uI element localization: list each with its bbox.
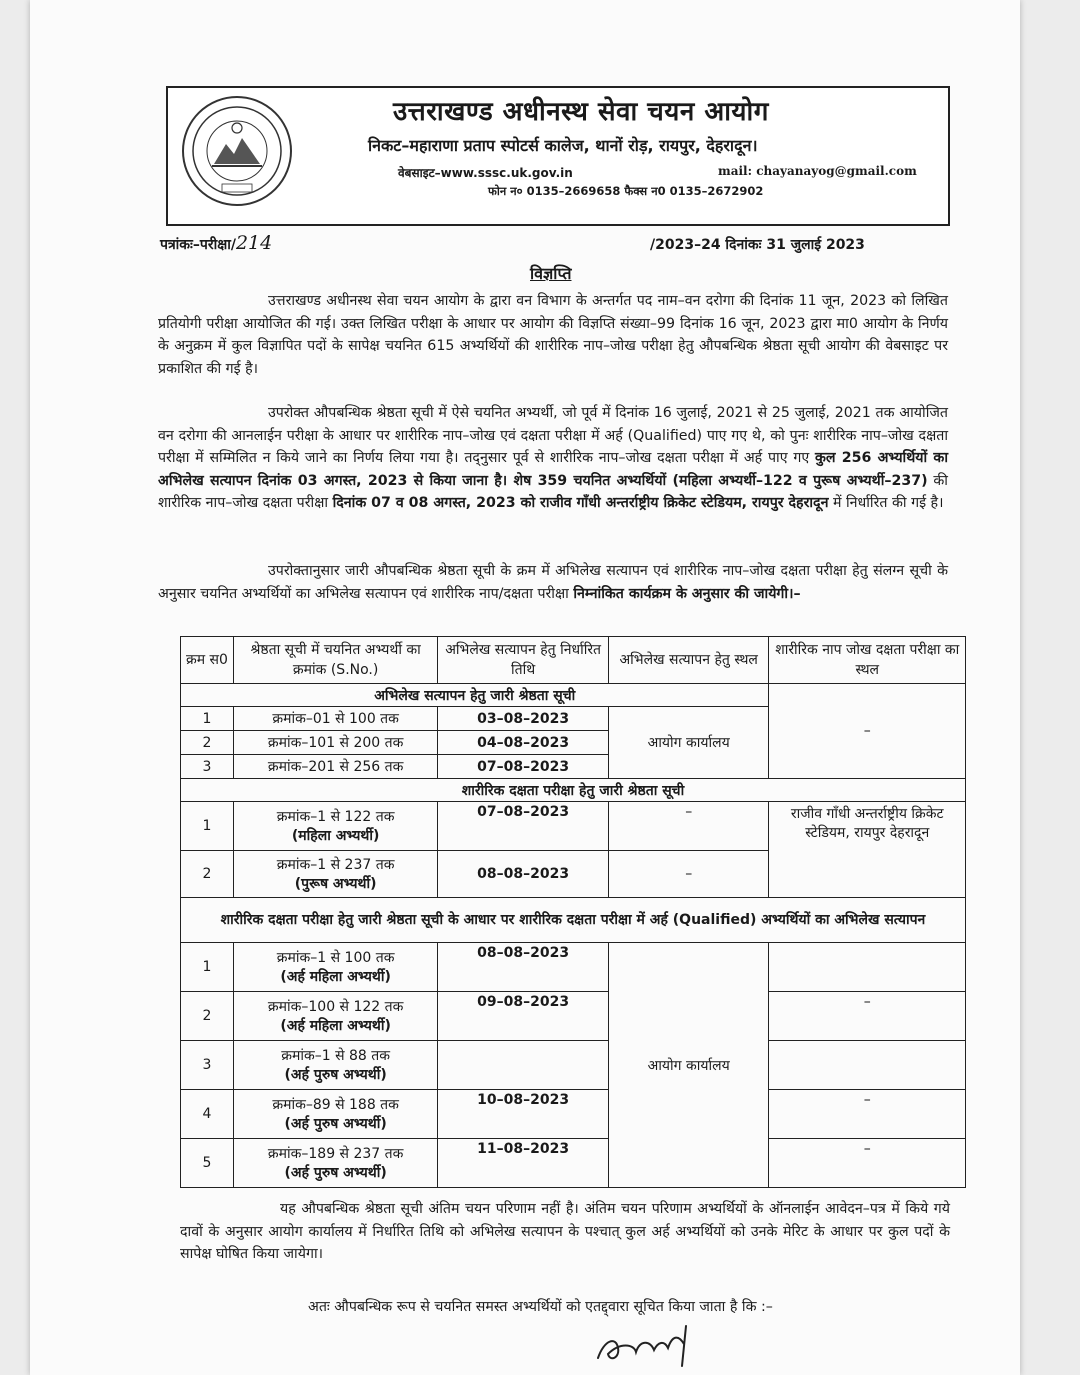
row-range: क्रमांक–1 से 100 तक	[276, 950, 395, 966]
reference-number: 214	[235, 232, 273, 254]
row-range: क्रमांक–89 से 188 तक	[272, 1097, 399, 1113]
header-merit-number: श्रेष्ठता सूची में चयनित अभ्यर्थी का क्रमांक (S.No.)	[233, 637, 437, 684]
section-2-title-row	[181, 779, 966, 802]
row-range-cell	[233, 851, 437, 898]
row-date: 08–08–2023	[438, 943, 609, 992]
paragraph-2-bold-1: कुल 256 अभ्यर्थियों का अभिलेख सत्यापन दिनांक 03 अगस्त, 2023 से किया जाना है। शेष 359 चयनित अभ्यर्थियों (महिला अभ्यर्थी–122 व पुरूष अभ्यर्थी–237)	[158, 450, 948, 489]
letter-reference	[160, 232, 272, 254]
row-range-cell	[233, 992, 437, 1041]
notice-title: विज्ञप्ति	[530, 264, 572, 283]
section-2-title: शारीरिक दक्षता परीक्षा हेतु जारी श्रेष्ठता सूची	[181, 779, 966, 802]
email-text: mail: chayanayog@gmail.com	[718, 164, 917, 178]
header-verification-date: अभिलेख सत्यापन हेतु निर्धारित तिथि	[438, 637, 609, 684]
table-row	[181, 1139, 966, 1188]
row-category: (अर्ह पुरुष अभ्यर्थी)	[284, 1165, 387, 1181]
row-date: 07–08–2023	[438, 755, 609, 779]
row-date: 07–08–2023	[438, 802, 609, 851]
row-date: 10–08–2023	[438, 1090, 609, 1139]
paragraph-2-text-2: की शारीरिक नाप–जोख दक्षता परीक्षा	[158, 472, 948, 511]
table-row	[181, 802, 966, 851]
row-serial: 3	[181, 1041, 234, 1090]
organization-address: निकट–महाराणा प्रताप स्पोटर्स कालेज, थानों रोड़, रायपुर, देहरादून।	[368, 136, 758, 155]
row-date: 03–08–2023	[438, 707, 609, 731]
row-test-venue: –	[769, 1090, 966, 1139]
row-date: 09–08–2023	[438, 992, 609, 1041]
row-date	[438, 1041, 609, 1090]
section-3-venue: आयोग कार्यालय	[608, 943, 769, 1188]
schedule-table	[180, 636, 966, 1188]
row-test-venue: –	[769, 992, 966, 1041]
row-serial: 3	[181, 755, 234, 779]
paragraph-3-text: उपरोक्तानुसार जारी औपबन्धिक श्रेष्ठता सूची के क्रम में अभिलेख सत्यापन एवं शारीरिक नाप–जोख दक्षता परीक्षा हेतु संलग्न सूची के अनुसार चयनित अभ्यर्थियों का अभिलेख सत्यापन एवं शारीरिक नाप/दक्षता परीक्षा	[158, 563, 948, 602]
row-range-cell	[233, 1041, 437, 1090]
paragraph-3-bold: निम्नांकित कार्यक्रम के अनुसार की जायेगी।–	[573, 585, 801, 602]
row-test-venue	[769, 943, 966, 992]
row-range: क्रमांक–189 से 237 तक	[267, 1146, 404, 1162]
section-3-title-row	[181, 898, 966, 943]
commission-emblem-icon	[182, 96, 292, 206]
document-page	[30, 0, 1020, 1375]
letterhead	[166, 86, 950, 226]
organization-name: उत्तराखण्ड अधीनस्थ सेवा चयन आयोग	[393, 97, 769, 127]
table-header-row	[181, 637, 966, 684]
section-2-test-venue: राजीव गाँधी अन्तर्राष्ट्रीय क्रिकेट स्टेडियम, रायपुर देहरादून	[769, 802, 966, 898]
table-row	[181, 1090, 966, 1139]
row-range: क्रमांक–1 से 237 तक	[276, 857, 395, 873]
paragraph-2	[158, 402, 948, 515]
row-range: क्रमांक–100 से 122 तक	[267, 999, 404, 1015]
row-venue: –	[608, 802, 769, 851]
row-serial: 2	[181, 992, 234, 1041]
row-range: क्रमांक–1 से 122 तक	[276, 809, 395, 825]
header-verification-venue: अभिलेख सत्यापन हेतु स्थल	[608, 637, 769, 684]
paragraph-3	[158, 560, 948, 605]
letter-date: /2023–24 दिनांकः 31 जुलाई 2023	[650, 237, 865, 253]
row-venue: –	[608, 851, 769, 898]
signature-icon	[590, 1322, 700, 1374]
row-category: (महिला अभ्यर्थी)	[291, 828, 380, 844]
row-category: (अर्ह महिला अभ्यर्थी)	[280, 1018, 391, 1034]
reference-label: पत्रांकः–परीक्षा/	[160, 237, 236, 253]
row-test-venue: –	[769, 1139, 966, 1188]
section-1-test-venue: –	[769, 684, 966, 779]
row-category: (पुरूष अभ्यर्थी)	[294, 876, 377, 892]
row-test-venue	[769, 1041, 966, 1090]
row-range-cell	[233, 1090, 437, 1139]
section-1-venue: आयोग कार्यालय	[608, 707, 769, 779]
row-serial: 2	[181, 731, 234, 755]
row-range: क्रमांक–01 से 100 तक	[233, 707, 437, 731]
header-test-venue: शारीरिक नाप जोख दक्षता परीक्षा का स्थल	[769, 637, 966, 684]
paragraph-2-text: उपरोक्त औपबन्धिक श्रेष्ठता सूची में ऐसे चयनित अभ्यर्थी, जो पूर्व में दिनांक 16 जुलाई, 2021 से 25 जुलाई, 2021 तक आयोजित वन दरोगा की आनलाईन परीक्षा के आधार पर शारीरिक नाप–जोख एवं दक्षता परीक्षा में अर्ह (Qualified) पाए गए थे, को पुनः शारीरिक नाप–जोख दक्षता परीक्षा में सम्मिलित न किये जाने का निर्णय लिया गया है। तद्नुसार पूर्व से शारीरिक नाप–जोख दक्षता परीक्षा में अर्ह पाए गए	[158, 405, 948, 466]
row-date: 11–08–2023	[438, 1139, 609, 1188]
paragraph-4: यह औपबन्धिक श्रेष्ठता सूची अंतिम चयन परिणाम नहीं है। अंतिम चयन परिणाम अभ्यर्थियों के ऑनलाईन आवेदन–पत्र में किये गये दावों के अनुसार आयोग कार्यालय में निर्धारित तिथि को अभिलेख सत्यापन के पश्चात् कुल अर्ह अभ्यर्थियों को उनके मेरिट के आधार पर कुल पदों के सापेक्ष घोषित किया जायेगा।	[180, 1201, 950, 1262]
header-serial: क्रम स0	[181, 637, 234, 684]
table-row	[181, 992, 966, 1041]
phone-fax-text: फोन न० 0135–2669658 फैक्स न0 0135–2672902	[488, 184, 764, 198]
row-range-cell	[233, 943, 437, 992]
section-1-title-row	[181, 684, 966, 707]
paragraph-2-bold-2: दिनांक 07 व 08 अगस्त, 2023 को राजीव गाँधी अन्तर्राष्ट्रीय क्रिकेट स्टेडियम, रायपुर देहरादून	[332, 495, 829, 511]
table-row	[181, 1041, 966, 1090]
table-row	[181, 943, 966, 992]
row-serial: 1	[181, 707, 234, 731]
paragraph-5: अतः औपबन्धिक रूप से चयनित समस्त अभ्यर्थियों को एतद्द्वारा सूचित किया जाता है कि :–	[308, 1299, 773, 1315]
row-serial: 1	[181, 943, 234, 992]
paragraph-1: उत्तराखण्ड अधीनस्थ सेवा चयन आयोग के द्वारा वन विभाग के अन्तर्गत पद नाम–वन दरोगा की दिनांक 11 जून, 2023 को लिखित प्रतियोगी परीक्षा आयोजित की गई। उक्त लिखित परीक्षा के आधार पर आयोग की विज्ञप्ति संख्या–99 दिनांक 16 जून, 2023 द्वारा मा0 आयोग के निर्णय के अनुक्रम में कुल विज्ञापित पदों के सापेक्ष चयनित 615 अभ्यर्थियों की शारीरिक नाप–जोख परीक्षा हेतु औपबन्धिक श्रेष्ठता सूची आयोग की वेबसाइट पर प्रकाशित की गई है।	[158, 293, 948, 377]
website-text: वेबसाइट–www.sssc.uk.gov.in	[398, 166, 573, 180]
row-category: (अर्ह पुरुष अभ्यर्थी)	[284, 1067, 387, 1083]
row-serial: 5	[181, 1139, 234, 1188]
row-range: क्रमांक–101 से 200 तक	[233, 731, 437, 755]
row-range-cell	[233, 802, 437, 851]
row-category: (अर्ह महिला अभ्यर्थी)	[280, 969, 391, 985]
section-3-title: शारीरिक दक्षता परीक्षा हेतु जारी श्रेष्ठता सूची के आधार पर शारीरिक दक्षता परीक्षा में अर्ह (Qualified) अभ्यर्थियों का अभिलेख सत्यापन	[181, 898, 966, 943]
paragraph-2-text-3: में निर्धारित की गई है।	[828, 495, 944, 511]
row-serial: 4	[181, 1090, 234, 1139]
section-1-title: अभिलेख सत्यापन हेतु जारी श्रेष्ठता सूची	[181, 684, 769, 707]
row-date: 08–08–2023	[438, 851, 609, 898]
row-range: क्रमांक–1 से 88 तक	[281, 1048, 391, 1064]
row-date: 04–08–2023	[438, 731, 609, 755]
row-range: क्रमांक–201 से 256 तक	[233, 755, 437, 779]
row-serial: 2	[181, 851, 234, 898]
row-serial: 1	[181, 802, 234, 851]
row-category: (अर्ह पुरुष अभ्यर्थी)	[284, 1116, 387, 1132]
row-range-cell	[233, 1139, 437, 1188]
